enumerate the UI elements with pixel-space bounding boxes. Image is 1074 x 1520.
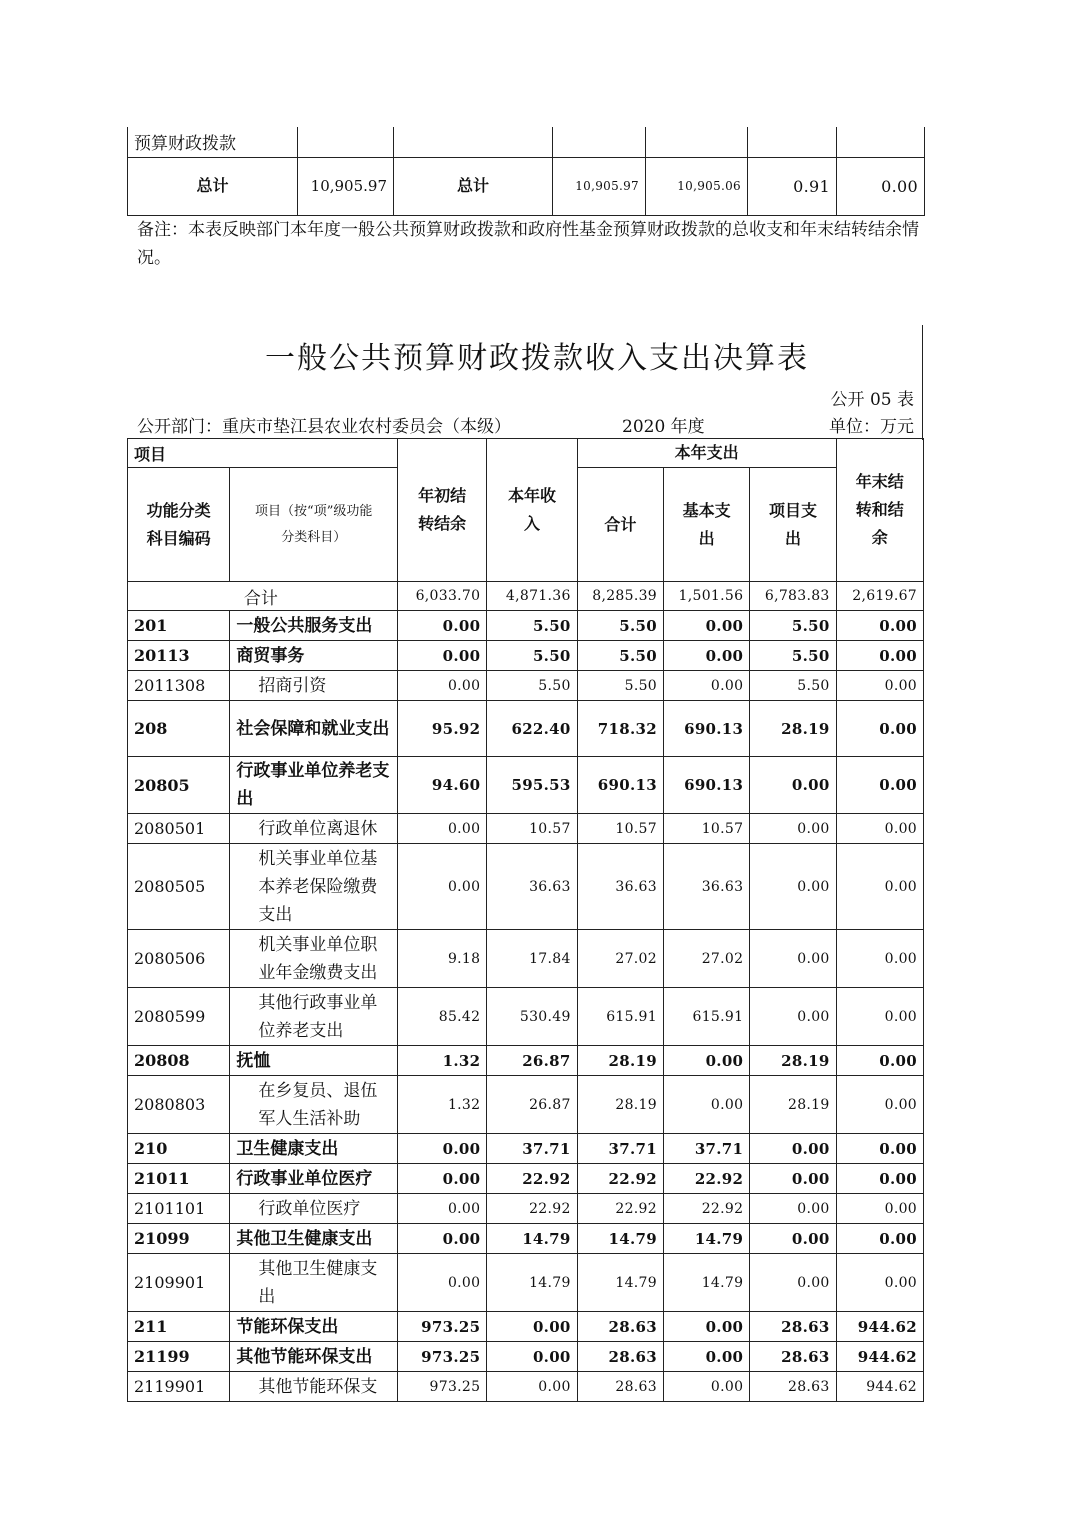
row-value: 0.00 (836, 671, 923, 701)
table-row (128, 1194, 924, 1224)
row-value: 22.92 (487, 1164, 577, 1194)
row-value: 0.00 (398, 1134, 487, 1164)
row-code: 2080599 (128, 988, 230, 1046)
row-value: 5.50 (577, 671, 663, 701)
row-name: 一般公共服务支出 (230, 611, 398, 641)
total-cell: 6,033.70 (398, 582, 487, 611)
table-row (128, 701, 924, 757)
row-value: 944.62 (836, 1372, 923, 1402)
row-value: 0.00 (750, 1224, 836, 1254)
total-value: 10,905.97 (553, 157, 646, 215)
row-value: 0.00 (398, 671, 487, 701)
row-value: 0.00 (836, 757, 923, 814)
row-value: 0.00 (663, 1076, 749, 1134)
total-cell: 8,285.39 (577, 582, 663, 611)
row-value: 0.00 (663, 611, 749, 641)
row-code: 21011 (128, 1164, 230, 1194)
row-name: 招商引资 (230, 671, 398, 701)
table-row (128, 814, 924, 844)
table-row (128, 757, 924, 814)
total-cell: 2,619.67 (836, 582, 923, 611)
row-value: 0.00 (750, 1194, 836, 1224)
table-row (128, 1254, 924, 1312)
table-row (128, 930, 924, 988)
row-value: 14.79 (663, 1224, 749, 1254)
row-code: 2101101 (128, 1194, 230, 1224)
row-value: 530.49 (487, 988, 577, 1046)
row-value: 5.50 (487, 671, 577, 701)
row-value: 10.57 (663, 814, 749, 844)
row-code: 21199 (128, 1342, 230, 1372)
note-text: 备注：本表反映部门本年度一般公共预算财政拨款和政府性基金预算财政拨款的总收支和年末结转结余情况。 (137, 220, 919, 268)
row-code: 210 (128, 1134, 230, 1164)
row-code: 21099 (128, 1224, 230, 1254)
header-total: 合计 (577, 468, 663, 582)
row-value: 0.00 (836, 1224, 923, 1254)
row-name: 其他节能环保支 (230, 1372, 398, 1402)
row-value: 36.63 (663, 844, 749, 930)
row-value: 622.40 (487, 701, 577, 757)
row-value: 0.00 (398, 611, 487, 641)
page-title: 一般公共预算财政拨款收入支出决算表 (265, 341, 809, 376)
header-begin-balance: 年初结转结余 (398, 439, 487, 582)
row-value: 0.00 (836, 930, 923, 988)
table-row (128, 1046, 924, 1076)
row-value: 37.71 (577, 1134, 663, 1164)
row-name: 节能环保支出 (230, 1312, 398, 1342)
table-row (128, 671, 924, 701)
budget-table (127, 438, 924, 1402)
row-value: 22.92 (577, 1194, 663, 1224)
row-name: 行政事业单位医疗 (230, 1164, 398, 1194)
department-label: 公开部门：重庆市垫江县农业农村委员会（本级） (137, 417, 511, 437)
table-row (128, 1312, 924, 1342)
row-code: 2080803 (128, 1076, 230, 1134)
row-value: 10.57 (577, 814, 663, 844)
row-value: 0.00 (750, 844, 836, 930)
row-value: 37.71 (487, 1134, 577, 1164)
row-value: 1.32 (398, 1046, 487, 1076)
total-value: 0.00 (837, 157, 925, 215)
row-name: 商贸事务 (230, 641, 398, 671)
row-value: 94.60 (398, 757, 487, 814)
header-end-balance: 年末结转和结余 (836, 439, 923, 582)
row-code: 2011308 (128, 671, 230, 701)
row-name: 社会保障和就业支出 (230, 701, 398, 757)
row-value: 5.50 (750, 611, 836, 641)
row-value: 973.25 (398, 1312, 487, 1342)
table-row (128, 1224, 924, 1254)
row-code: 2119901 (128, 1372, 230, 1402)
previous-table-fragment (127, 127, 925, 216)
total-cell: 1,501.56 (663, 582, 749, 611)
row-name: 其他卫生健康支出 (230, 1224, 398, 1254)
header-expense-group: 本年支出 (577, 439, 836, 468)
row-value: 14.79 (577, 1224, 663, 1254)
row-value: 36.63 (577, 844, 663, 930)
row-value: 5.50 (487, 611, 577, 641)
row-value: 14.79 (487, 1224, 577, 1254)
row-code: 201 (128, 611, 230, 641)
row-name: 其他卫生健康支出 (230, 1254, 398, 1312)
row-value: 0.00 (487, 1342, 577, 1372)
table-row (128, 611, 924, 641)
row-value: 0.00 (487, 1372, 577, 1402)
row-value: 26.87 (487, 1076, 577, 1134)
table-row (128, 1342, 924, 1372)
table-number: 公开 05 表 (830, 390, 914, 410)
row-value: 5.50 (750, 641, 836, 671)
row-code: 20805 (128, 757, 230, 814)
row-code: 2080506 (128, 930, 230, 988)
header-income: 本年收入 (487, 439, 577, 582)
total-value: 0.91 (748, 157, 837, 215)
row-value: 0.00 (398, 814, 487, 844)
table-row-total (128, 582, 924, 611)
row-value: 37.71 (663, 1134, 749, 1164)
row-value: 85.42 (398, 988, 487, 1046)
row-value: 95.92 (398, 701, 487, 757)
total-value: 10,905.06 (646, 157, 748, 215)
row-value: 0.00 (398, 641, 487, 671)
row-value: 0.00 (663, 1342, 749, 1372)
row-value: 0.00 (836, 814, 923, 844)
row-value: 28.19 (750, 701, 836, 757)
row-value: 944.62 (836, 1312, 923, 1342)
row-value: 0.00 (836, 844, 923, 930)
row-value: 28.19 (750, 1076, 836, 1134)
row-value: 0.00 (663, 671, 749, 701)
row-value: 0.00 (836, 1046, 923, 1076)
table-row (128, 844, 924, 930)
unit-label: 单位：万元 (829, 417, 914, 437)
table-row (128, 641, 924, 671)
row-value: 14.79 (577, 1254, 663, 1312)
header-project: 项目 (128, 439, 398, 468)
row-value: 0.00 (663, 1046, 749, 1076)
table-row (128, 1076, 924, 1134)
row-value: 28.63 (577, 1312, 663, 1342)
row-value: 0.00 (836, 1134, 923, 1164)
table-row (128, 1164, 924, 1194)
total-cell: 4,871.36 (487, 582, 577, 611)
row-value: 615.91 (663, 988, 749, 1046)
row-code: 2080501 (128, 814, 230, 844)
row-value: 10.57 (487, 814, 577, 844)
row-code: 211 (128, 1312, 230, 1342)
row-code: 20808 (128, 1046, 230, 1076)
row-value: 718.32 (577, 701, 663, 757)
row-value: 28.63 (577, 1342, 663, 1372)
total-cell: 6,783.83 (750, 582, 836, 611)
row-value: 0.00 (750, 988, 836, 1046)
row-name: 卫生健康支出 (230, 1134, 398, 1164)
row-value: 0.00 (836, 1076, 923, 1134)
row-value: 595.53 (487, 757, 577, 814)
row-value: 22.92 (487, 1194, 577, 1224)
row-value: 615.91 (577, 988, 663, 1046)
row-name: 其他节能环保支出 (230, 1342, 398, 1372)
row-value: 14.79 (663, 1254, 749, 1312)
row-value: 28.63 (750, 1342, 836, 1372)
row-value: 973.25 (398, 1372, 487, 1402)
total-value-left: 10,905.97 (298, 157, 394, 215)
row-value: 0.00 (836, 1254, 923, 1312)
row-value: 0.00 (750, 930, 836, 988)
row-value: 973.25 (398, 1342, 487, 1372)
row-value: 0.00 (398, 1224, 487, 1254)
row-value: 22.92 (663, 1194, 749, 1224)
row-value: 0.00 (398, 844, 487, 930)
row-code: 208 (128, 701, 230, 757)
row-value: 0.00 (750, 814, 836, 844)
row-value: 22.92 (663, 1164, 749, 1194)
row-name: 机关事业单位基本养老保险缴费支出 (230, 844, 398, 930)
total-label-left: 总计 (128, 157, 298, 215)
row-value: 690.13 (663, 701, 749, 757)
row-value: 0.00 (663, 1372, 749, 1402)
row-name: 行政单位离退休 (230, 814, 398, 844)
row-value: 28.19 (750, 1046, 836, 1076)
row-value: 0.00 (836, 611, 923, 641)
row-value: 5.50 (750, 671, 836, 701)
row-value: 0.00 (836, 988, 923, 1046)
row-value: 0.00 (398, 1164, 487, 1194)
row-value: 0.00 (663, 1312, 749, 1342)
row-value: 0.00 (398, 1194, 487, 1224)
row-name: 机关事业单位职业年金缴费支出 (230, 930, 398, 988)
header-item-name: 项目（按“项”级功能分类科目） (230, 468, 398, 582)
row-value: 0.00 (398, 1254, 487, 1312)
row-value: 36.63 (487, 844, 577, 930)
row-name: 在乡复员、退伍军人生活补助 (230, 1076, 398, 1134)
row-value: 27.02 (577, 930, 663, 988)
row-value: 28.63 (750, 1372, 836, 1402)
row-name: 其他行政事业单位养老支出 (230, 988, 398, 1046)
year-label: 2020 年度 (622, 417, 705, 437)
row-value: 0.00 (750, 1164, 836, 1194)
row-value: 5.50 (487, 641, 577, 671)
row-value: 22.92 (577, 1164, 663, 1194)
row-value: 0.00 (836, 641, 923, 671)
row-code: 2109901 (128, 1254, 230, 1312)
row-value: 9.18 (398, 930, 487, 988)
row-value: 26.87 (487, 1046, 577, 1076)
row-value: 0.00 (750, 1134, 836, 1164)
row-value: 0.00 (836, 701, 923, 757)
row-value: 0.00 (750, 1254, 836, 1312)
total-label: 合计 (230, 582, 398, 611)
row-code: 20113 (128, 641, 230, 671)
row-value: 0.00 (487, 1312, 577, 1342)
header-project-exp: 项目支出 (750, 468, 836, 582)
row-value: 28.19 (577, 1046, 663, 1076)
row-value: 1.32 (398, 1076, 487, 1134)
row-value: 690.13 (663, 757, 749, 814)
row-value: 690.13 (577, 757, 663, 814)
row-name: 行政单位医疗 (230, 1194, 398, 1224)
row-name: 行政事业单位养老支出 (230, 757, 398, 814)
row-value: 0.00 (836, 1194, 923, 1224)
row-value: 17.84 (487, 930, 577, 988)
row-value: 0.00 (836, 1164, 923, 1194)
row-value: 27.02 (663, 930, 749, 988)
row-value: 0.00 (750, 757, 836, 814)
total-label-right: 总计 (394, 157, 553, 215)
header-basic: 基本支出 (663, 468, 749, 582)
row-value: 28.19 (577, 1076, 663, 1134)
row-value: 14.79 (487, 1254, 577, 1312)
row-value: 0.00 (663, 641, 749, 671)
header-func-code: 功能分类科目编码 (128, 468, 230, 582)
row-value: 28.63 (750, 1312, 836, 1342)
row-label: 预算财政拨款 (128, 127, 298, 157)
row-code: 2080505 (128, 844, 230, 930)
row-value: 28.63 (577, 1372, 663, 1402)
table-row (128, 988, 924, 1046)
row-value: 944.62 (836, 1342, 923, 1372)
row-value: 5.50 (577, 641, 663, 671)
table-row (128, 1372, 924, 1402)
row-value: 5.50 (577, 611, 663, 641)
row-name: 抚恤 (230, 1046, 398, 1076)
table-row (128, 1134, 924, 1164)
